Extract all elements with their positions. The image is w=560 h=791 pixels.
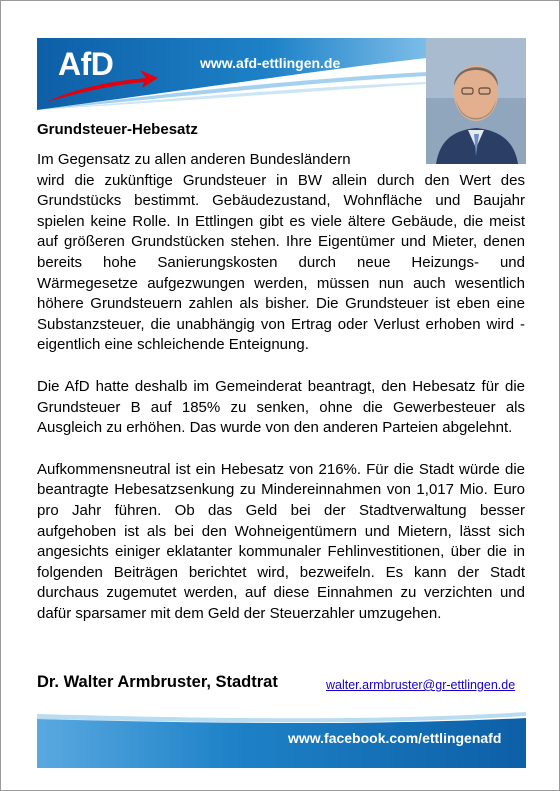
paragraph-second: Die AfD hatte deshalb im Gemeinderat beantragt, den Hebesatz für die Grundsteuer B auf 185% zu senken, ohne die Gewerbesteuer als Ausgleich zu erhöhen. Das wurde von den anderen Parteien abgelehnt. xyxy=(37,377,525,437)
afd-logo: AfD xyxy=(58,46,114,82)
red-arrow-icon xyxy=(42,56,162,106)
header-website-link[interactable]: www.afd-ettlingen.de xyxy=(200,55,341,71)
footer-facebook-link[interactable]: www.facebook.com/ettlingenafd xyxy=(288,730,502,746)
article-body xyxy=(37,150,525,645)
author-signature: Dr. Walter Armbruster, Stadtrat xyxy=(37,673,278,691)
paragraph-first-rest: wird die zukünftige Grundsteuer in BW allein durch den Wert des Grundstücks bestimmt. Gebäudezustand, Wohnfläche und Baujahr spielen keine Rolle. In Ettlingen gibt es viele ältere Gebäude, die meist auf größeren Grundstücken stehen. Ihre Eigentümer und Mieter, denen bereits hohe Sanierungskosten durch neue Heizungs- und Wärmegesetze aufgezwungen werden, müssen nun auch wesentlich höhere Grundsteuern zahlen als bisher. Die Grundsteuer ist eben eine Substanzsteuer, die unabhängig von Ertrag oder Verlust erhoben wird - eigentlich eine schleichende Enteignung. xyxy=(37,171,525,354)
author-email-link[interactable]: walter.armbruster@gr-ettlingen.de xyxy=(326,678,516,692)
paragraph-third: Aufkommensneutral ist ein Hebesatz von 216%. Für die Stadt würde die beantragte Hebesatzsenkung zu Mindereinnahmen von 1,017 Mio. Euro pro Jahr führen. Ob das Geld bei der Stadtverwaltung besser aufgehoben ist als bei den Wohneigentümern und Mietern, lässt sich angesichts einiger eklatanter kommunaler Fehlinvestitionen, über die in folgenden Beiträgen berichtet wird, bezweifeln. Es kann der Stadt durchaus zugemutet werden, auf diese Einnahmen zu verzichten und dafür sparsamer mit dem Geld der Steuerzahler umzugehen. xyxy=(37,460,525,622)
paragraph-first xyxy=(37,150,525,356)
paragraph-first-intro: Im Gegensatz zu allen anderen Bundesländern xyxy=(37,151,351,168)
article-title: Grundsteuer-Hebesatz xyxy=(37,121,198,138)
portrait-photo xyxy=(426,38,526,164)
